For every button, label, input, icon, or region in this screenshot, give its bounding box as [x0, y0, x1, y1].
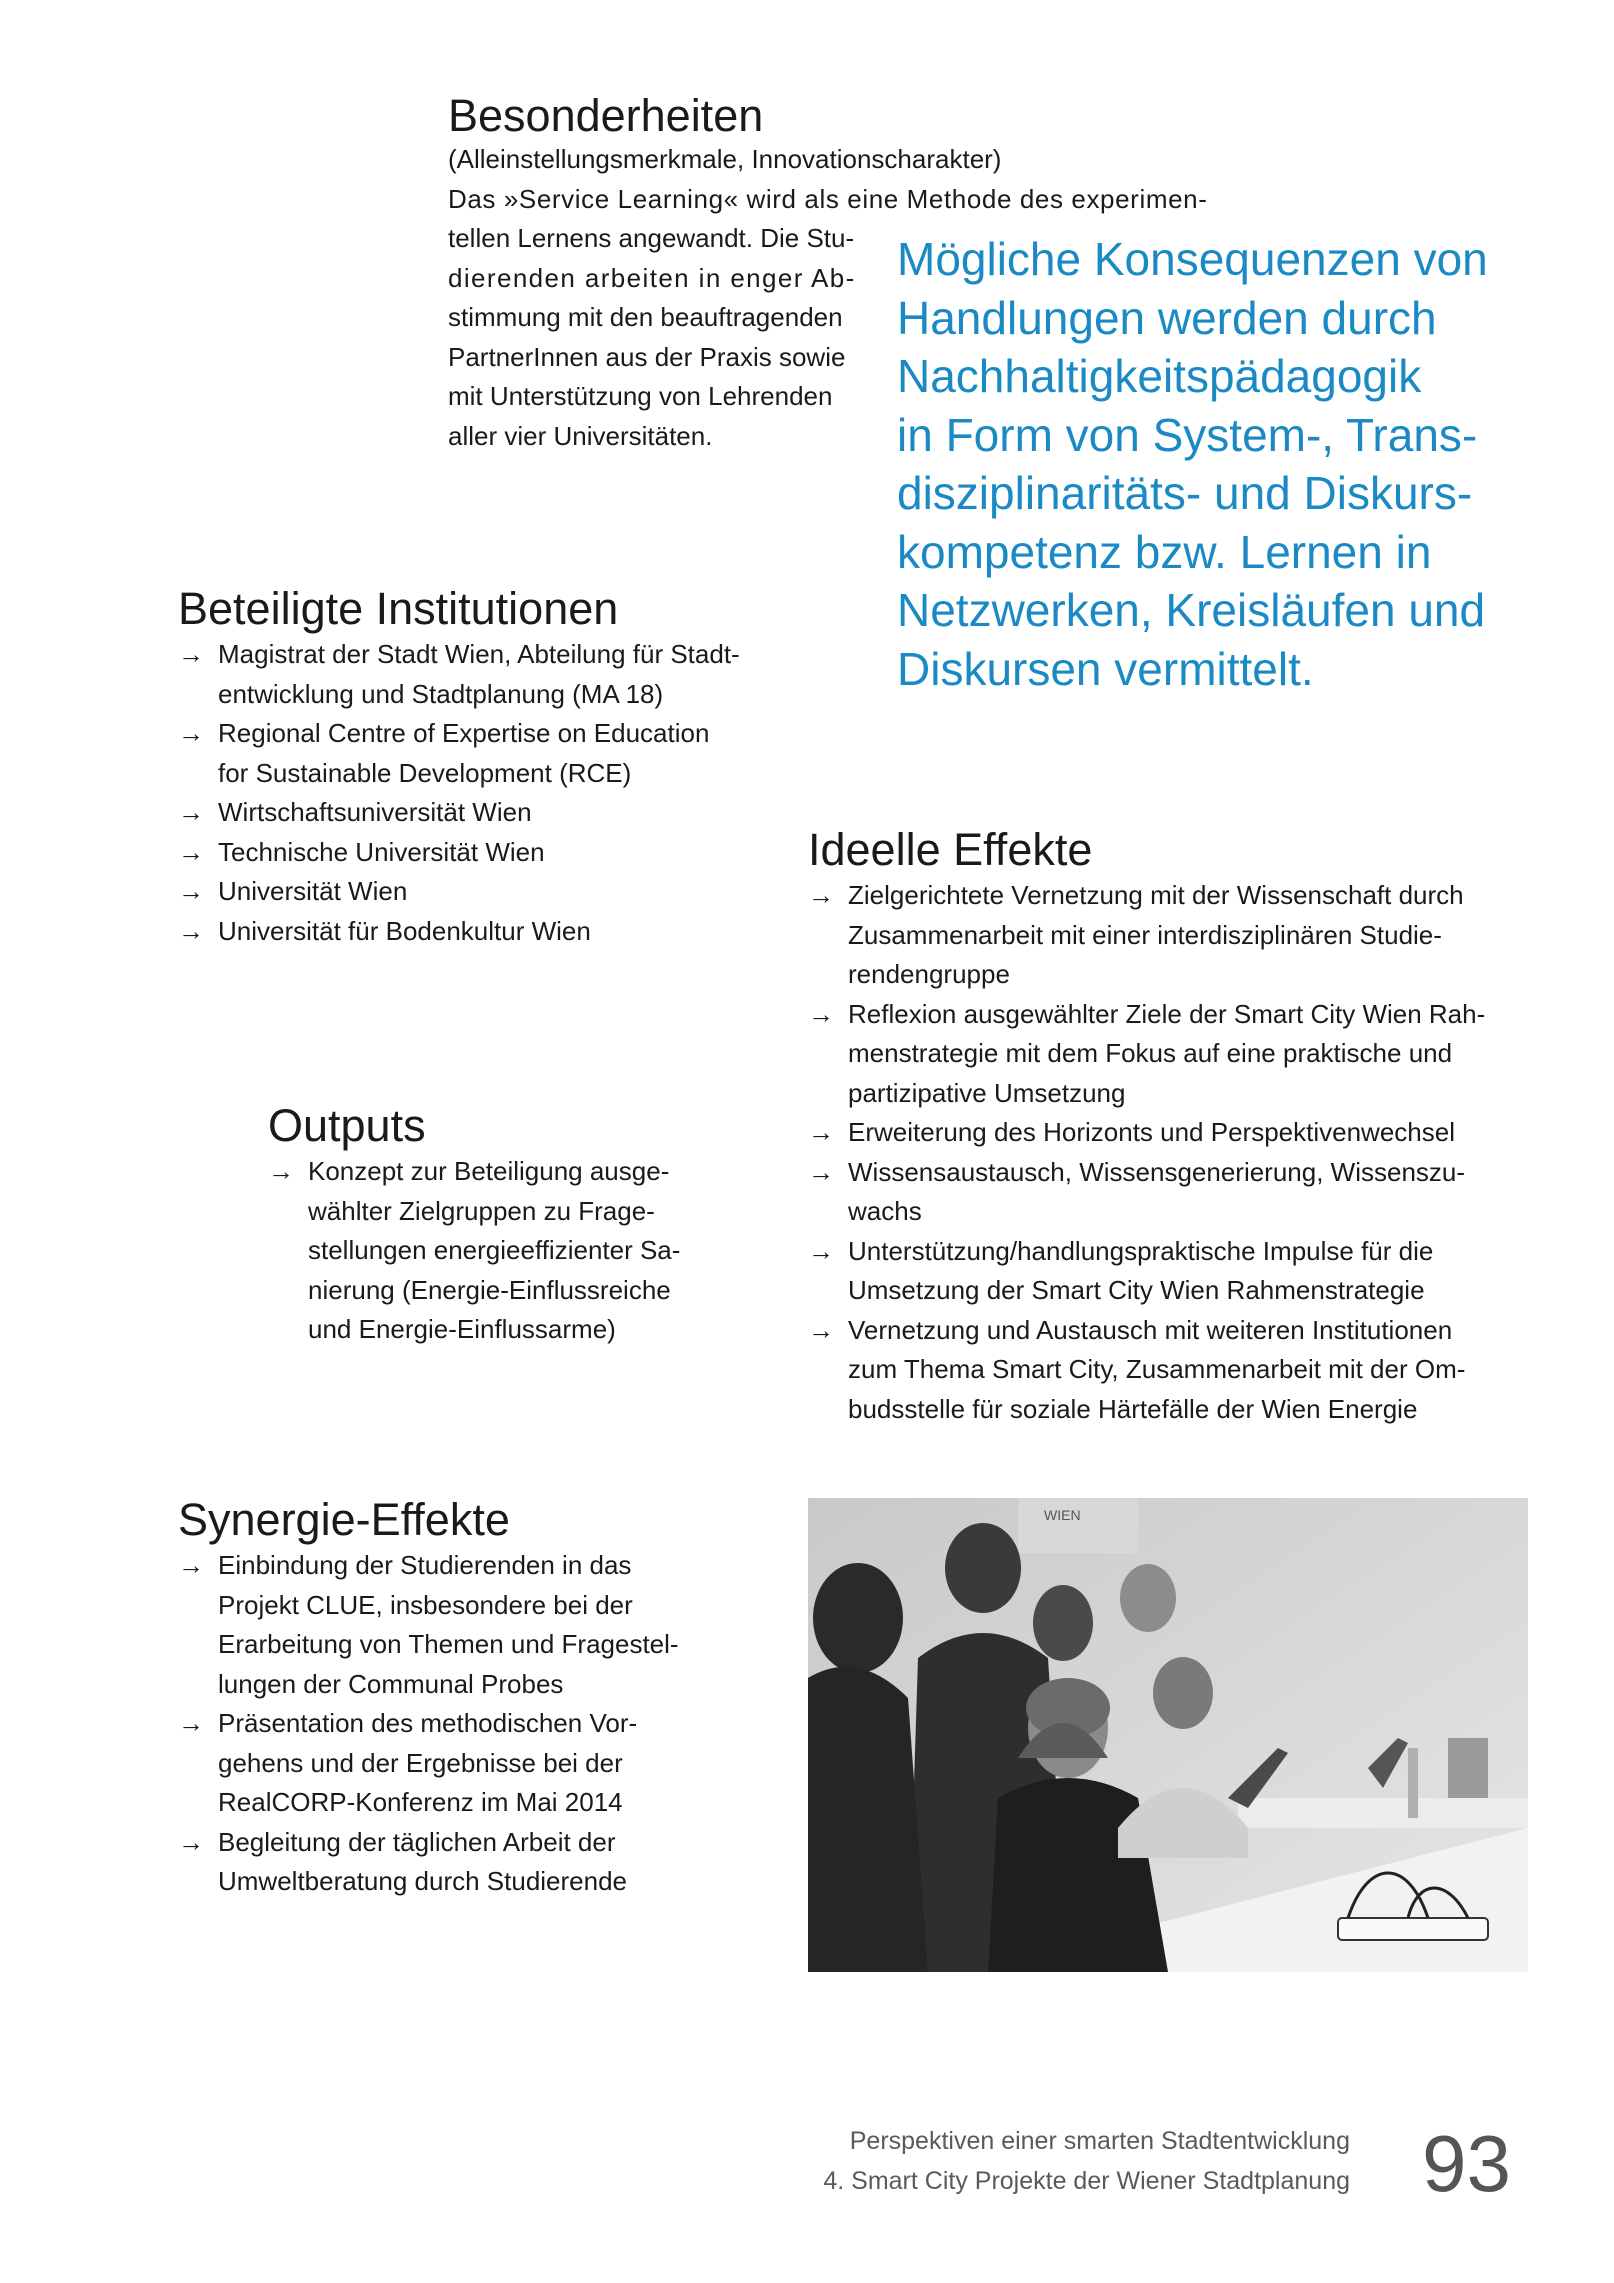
- effekte-item-text-line: Wissensaustausch, Wissensgenerierung, Wissenszu-: [848, 1156, 1466, 1187]
- arrow-icon: →: [178, 639, 204, 669]
- arrow-icon: →: [808, 880, 834, 910]
- institutionen-list-item: [178, 833, 818, 873]
- arrow-icon: →: [268, 1156, 294, 1186]
- footer-chapter-title: 4. Smart City Projekte der Wiener Stadtplanung: [823, 2167, 1350, 2195]
- effekte-list-item: [808, 1113, 1548, 1153]
- synergie-item-text-line: Umweltberatung durch Studierende: [218, 1866, 628, 1896]
- outputs-item-text-line: wählter Zielgruppen zu Frage-: [308, 1195, 655, 1226]
- outputs-item-text-line: und Energie-Einflussarme): [308, 1314, 616, 1344]
- arrow-icon: →: [178, 876, 204, 906]
- effekte-item-text-line: partizipative Umsetzung: [848, 1077, 1126, 1108]
- effekte-item-text-line: Unterstützung/handlungspraktische Impulse für die: [848, 1235, 1434, 1266]
- outputs-item-text-line: stellungen energieeffizienter Sa-: [308, 1235, 681, 1265]
- effekte-item-text-line: wachs: [848, 1196, 922, 1226]
- institutionen-list-item: [178, 793, 818, 833]
- besonderheiten-text-line: PartnerInnen aus der Praxis sowie: [448, 341, 846, 372]
- synergie-heading: Synergie-Effekte: [178, 1494, 510, 1545]
- synergie-item-text-line: Erarbeitung von Themen und Fragestel-: [218, 1629, 679, 1659]
- synergie-item-text-line: Einbindung der Studierenden in das: [218, 1550, 632, 1580]
- effekte-list-item: [808, 995, 1548, 1114]
- outputs-item-text-line: Konzept zur Beteiligung ausge-: [308, 1156, 670, 1186]
- quote-line: Nachhaltigkeitspädagogik: [897, 350, 1422, 402]
- institutionen-list: [178, 635, 818, 951]
- outputs-list-item: [268, 1152, 788, 1350]
- arrow-icon: →: [808, 1235, 834, 1266]
- institutionen-list-item: [178, 635, 818, 714]
- effekte-item-text-line: Zielgerichtete Vernetzung mit der Wissenschaft durch: [848, 880, 1464, 910]
- synergie-item-text-line: Projekt CLUE, insbesondere bei der: [218, 1589, 633, 1620]
- institutionen-item-text-line: entwicklung und Stadtplanung (MA 18): [218, 678, 664, 709]
- synergie-item-text-line: RealCORP-Konferenz im Mai 2014: [218, 1787, 623, 1817]
- arrow-icon: →: [178, 718, 204, 748]
- effekte-item-text-line: budsstelle für soziale Härtefälle der Wien Energie: [848, 1393, 1418, 1424]
- outputs-heading: Outputs: [268, 1100, 426, 1151]
- quote-line: Handlungen werden durch: [897, 291, 1437, 344]
- effekte-list-item: [808, 876, 1548, 995]
- synergie-item-text-line: gehens und der Ergebnisse bei der: [218, 1747, 623, 1778]
- institutionen-item-text-line: Universität Wien: [218, 876, 408, 906]
- outputs-list: [268, 1152, 788, 1350]
- quote-line: disziplinaritäts- und Diskurs-: [897, 467, 1473, 519]
- effekte-list-item: [808, 1153, 1548, 1232]
- synergie-item-text-line: lungen der Communal Probes: [218, 1668, 564, 1699]
- effekte-item-text-line: Vernetzung und Austausch mit weiteren Institutionen: [848, 1314, 1453, 1345]
- quote-line: Mögliche Konsequenzen von: [897, 233, 1488, 285]
- effekte-list-item: [808, 1311, 1548, 1430]
- effekte-item-text-line: zum Thema Smart City, Zusammenarbeit mit der Om-: [848, 1354, 1466, 1384]
- effekte-list: [808, 876, 1548, 1429]
- arrow-icon: →: [178, 915, 204, 946]
- institutionen-list-item: [178, 872, 818, 912]
- institutionen-item-text-line: Wirtschaftsuniversität Wien: [218, 797, 532, 827]
- synergie-section: [178, 1494, 778, 1902]
- institutionen-item-text-line: Regional Centre of Expertise on Education: [218, 718, 710, 748]
- quote-line: kompetenz bzw. Lernen in: [897, 525, 1432, 578]
- institutionen-heading: Beteiligte Institutionen: [178, 583, 619, 634]
- synergie-list-item: [178, 1704, 778, 1823]
- effekte-item-text-line: Zusammenarbeit mit einer interdisziplinären Studie-: [848, 919, 1442, 950]
- synergie-list: [178, 1546, 778, 1902]
- outputs-item-text-line: nierung (Energie-Einflussreiche: [308, 1274, 671, 1305]
- institutionen-item-text-line: Magistrat der Stadt Wien, Abteilung für Stadt-: [218, 639, 740, 669]
- besonderheiten-text-line: tellen Lernens angewandt. Die Stu-: [448, 223, 855, 253]
- arrow-icon: →: [178, 797, 204, 827]
- quote-line: Netzwerken, Kreisläufen und: [897, 584, 1486, 636]
- institutionen-item-text-line: Technische Universität Wien: [218, 836, 545, 867]
- quote-line: in Form von System-, Trans-: [897, 408, 1478, 461]
- arrow-icon: →: [808, 998, 834, 1029]
- arrow-icon: →: [178, 1708, 204, 1738]
- outputs-section: [268, 1100, 788, 1350]
- besonderheiten-text-line: mit Unterstützung von Lehrenden: [448, 381, 833, 411]
- arrow-icon: →: [178, 836, 204, 867]
- effekte-heading: Ideelle Effekte: [808, 824, 1093, 875]
- effekte-list-item: [808, 1232, 1548, 1311]
- workshop-photo: [808, 1498, 1528, 1972]
- besonderheiten-text-line: aller vier Universitäten.: [448, 420, 713, 451]
- synergie-item-text-line: Präsentation des methodischen Vor-: [218, 1708, 638, 1738]
- workshop-photo-illustration: [808, 1498, 1528, 1972]
- arrow-icon: →: [178, 1550, 204, 1580]
- besonderheiten-text-line: stimmung mit den beauftragenden: [448, 302, 843, 332]
- synergie-item-text-line: Begleitung der täglichen Arbeit der: [218, 1826, 616, 1857]
- arrow-icon: →: [808, 1117, 834, 1147]
- arrow-icon: →: [808, 1156, 834, 1187]
- institutionen-item-text-line: for Sustainable Development (RCE): [218, 757, 632, 788]
- institutionen-section: [178, 583, 818, 951]
- photo-sign-text: WIEN: [1044, 1507, 1081, 1523]
- effekte-item-text-line: menstrategie mit dem Fokus auf eine praktische und: [848, 1038, 1453, 1068]
- synergie-list-item: [178, 1546, 778, 1704]
- arrow-icon: →: [178, 1826, 204, 1857]
- effekte-item-text-line: rendengruppe: [848, 959, 1010, 989]
- effekte-item-text-line: Reflexion ausgewählter Ziele der Smart City Wien Rah-: [848, 998, 1486, 1029]
- quote-line: Diskursen vermittelt.: [897, 642, 1314, 695]
- effekte-item-text-line: Erweiterung des Horizonts und Perspektivenwechsel: [848, 1117, 1455, 1147]
- institutionen-list-item: [178, 912, 818, 952]
- institutionen-list-item: [178, 714, 818, 793]
- besonderheiten-heading: Besonderheiten: [448, 90, 764, 141]
- page-number: 93: [1422, 2119, 1511, 2208]
- arrow-icon: →: [808, 1314, 834, 1345]
- institutionen-item-text-line: Universität für Bodenkultur Wien: [218, 915, 591, 946]
- synergie-list-item: [178, 1823, 778, 1902]
- footer-publication-title: Perspektiven einer smarten Stadtentwicklung: [849, 2127, 1350, 2155]
- besonderheiten-paragraph: [448, 219, 878, 456]
- effekte-item-text-line: Umsetzung der Smart City Wien Rahmenstrategie: [848, 1275, 1425, 1305]
- page-footer: [620, 2121, 1350, 2201]
- besonderheiten-text-line: Das »Service Learning« wird als eine Methode des experimen-: [448, 183, 1208, 214]
- besonderheiten-subheading: (Alleinstellungsmerkmale, Innovationscharakter): [448, 144, 1002, 174]
- effekte-section: [808, 824, 1548, 1429]
- besonderheiten-text-line: dierenden arbeiten in enger Ab-: [448, 262, 856, 293]
- pull-quote: [897, 230, 1577, 698]
